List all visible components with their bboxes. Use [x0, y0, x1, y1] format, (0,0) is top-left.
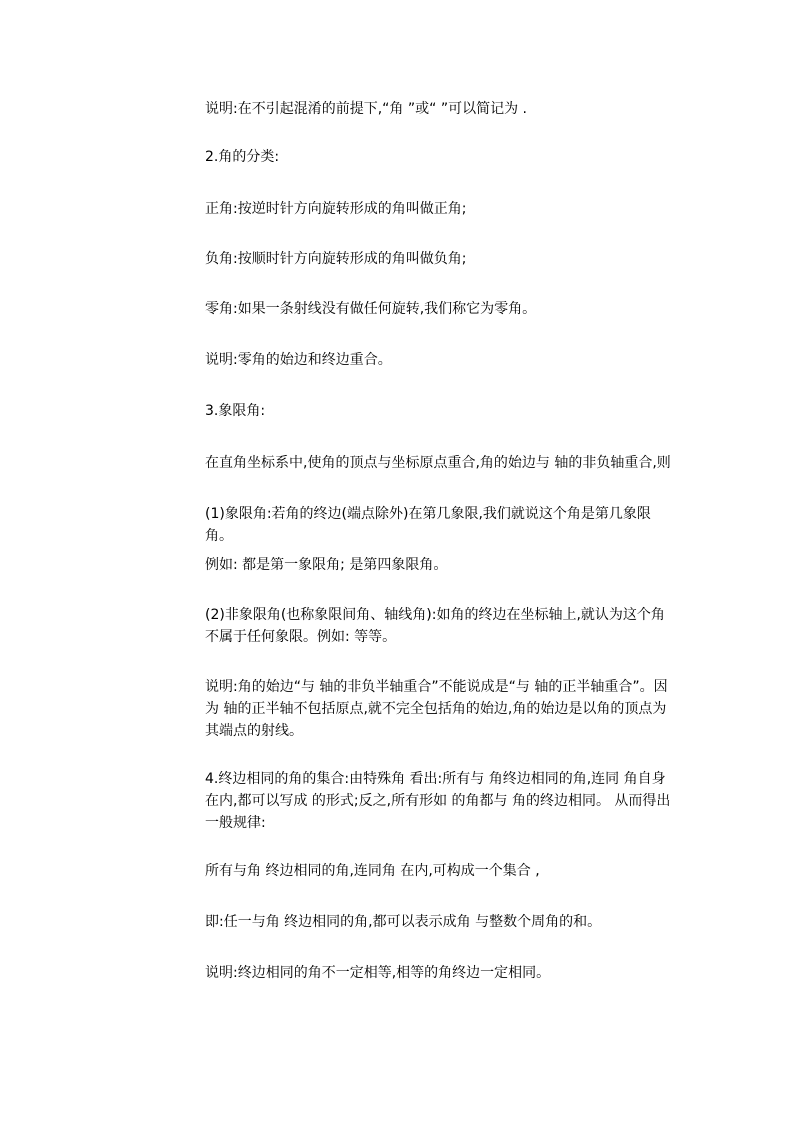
- coterminal-angle-section: 4.终边相同的角的集合:由特殊角 看出:所有与 角终边相同的角,连同 角自身在内,都可以写成 的形式;反之,所有形如 的角都与 角的终边相同。 从而得出一般规律:: [205, 771, 671, 831]
- quadrant-angle-example: 例如: 都是第一象限角; 是第四象限角。: [205, 557, 448, 573]
- negative-angle-definition: 负角:按顺时针方向旋转形成的角叫做负角;: [205, 251, 467, 267]
- coterminal-representation: 即:任一与角 终边相同的角,都可以表示成角 与整数个周角的和。: [205, 914, 602, 930]
- note-coterminal-equality: 说明:终边相同的角不一定相等,相等的角终边一定相同。: [205, 965, 551, 981]
- non-quadrant-angle-definition: (2)非象限角(也称象限间角、轴线角):如角的终边在坐标轴上,就认为这个角不属于任何象限。例如: 等等。: [205, 607, 665, 645]
- heading-quadrant-angle: 3.象限角:: [205, 403, 266, 419]
- note-zero-angle: 说明:零角的始边和终边重合。: [205, 352, 392, 368]
- coterminal-set-statement: 所有与角 终边相同的角,连同角 在内,可构成一个集合 ,: [205, 863, 540, 879]
- note-abbreviation: 说明:在不引起混淆的前提下,“角 ”或“ ”可以简记为 .: [205, 101, 527, 117]
- quadrant-setup-text: 在直角坐标系中,使角的顶点与坐标原点重合,角的始边与 轴的非负轴重合,则: [205, 455, 671, 471]
- note-initial-side: 说明:角的始边“与 轴的非负半轴重合”不能说成是“与 轴的正半轴重合”。因为 轴的正半轴不包括原点,就不完全包括角的始边,角的始边是以角的顶点为其端点的射线。: [205, 679, 668, 739]
- quadrant-angle-definition: (1)象限角:若角的终边(端点除外)在第几象限,我们就说这个角是第几象限角。: [205, 506, 651, 544]
- heading-angle-classification: 2.角的分类:: [205, 149, 280, 165]
- zero-angle-definition: 零角:如果一条射线没有做任何旋转,我们称它为零角。: [205, 301, 537, 317]
- positive-angle-definition: 正角:按逆时针方向旋转形成的角叫做正角;: [205, 201, 467, 217]
